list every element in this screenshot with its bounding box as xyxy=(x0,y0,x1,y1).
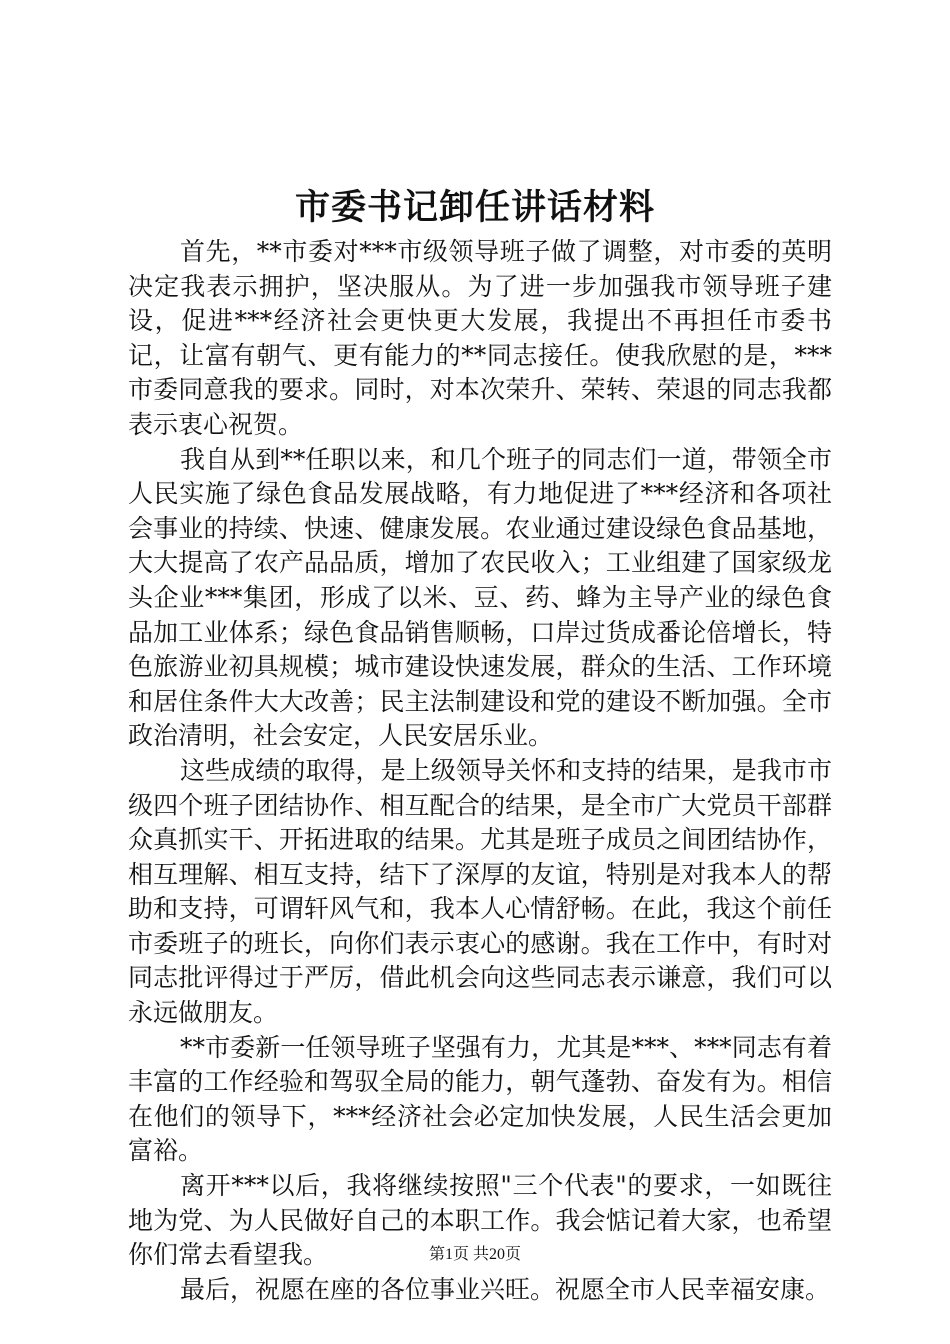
paragraph-3: 这些成绩的取得，是上级领导关怀和支持的结果，是我市市级四个班子团结协作、相互配合的结果，是全市广大党员干部群众真抓实干、开拓进取的结果。尤其是班子成员之间团结协作，相互理解、相互支持，结下了深厚的友谊，特别是对我本人的帮助和支持，可谓轩风气和，我本人心情舒畅。在此，我这个前任市委班子的班长，向你们表示衷心的感谢。我在工作中，有时对同志批评得过于严厉，借此机会向这些同志表示谦意，我们可以永远做朋友。 xyxy=(128,755,832,1028)
paragraph-5: 离开***以后，我将继续按照"三个代表"的要求，一如既往地为党、为人民做好自己的本职工作。我会惦记着大家，也希望你们常去看望我。 xyxy=(128,1171,832,1270)
document-title: 市委书记卸任讲话材料 xyxy=(294,187,655,228)
paragraph-2: 我自从到**任职以来，和几个班子的同志们一道，带领全市人民实施了绿色食品发展战略，有力地促进了***经济和各项社会事业的持续、快速、健康发展。农业通过建设绿色食品基地，大大提高了农产品品质，增加了农民收入；工业组建了国家级龙头企业***集团，形成了以米、豆、药、蜂为主导产业的绿色食品加工业体系；绿色食品销售顺畅，口岸过货成番论倍增长，特色旅游业初具规模；城市建设快速发展，群众的生活、工作环境和居住条件大大改善；民主法制建设和党的建设不断加强。全市政治清明，社会安定，人民安居乐业。 xyxy=(128,444,832,751)
paragraph-1: 首先，**市委对***市级领导班子做了调整，对市委的英明决定我表示拥护，坚决服从。为了进一步加强我市领导班子建设，促进***经济社会更快更大发展，我提出不再担任市委书记，让富有朝气、更有能力的**同志接任。使我欣慰的是，***市委同意我的要求。同时，对本次荣升、荣转、荣退的同志我都表示衷心祝贺。 xyxy=(128,237,832,439)
document-body xyxy=(128,235,832,1307)
paragraph-6: 最后，祝愿在座的各位事业兴旺。祝愿全市人民幸福安康。 xyxy=(180,1274,831,1304)
paragraph-4: **市委新一任领导班子坚强有力，尤其是***、***同志有着丰富的工作经验和驾驭全局的能力，朝气蓬勃、奋发有为。相信在他们的领导下，***经济社会必定加快发展，人民生活会更加富裕。 xyxy=(128,1032,832,1166)
page-number-footer: 第1页 共20页 xyxy=(428,1246,521,1263)
